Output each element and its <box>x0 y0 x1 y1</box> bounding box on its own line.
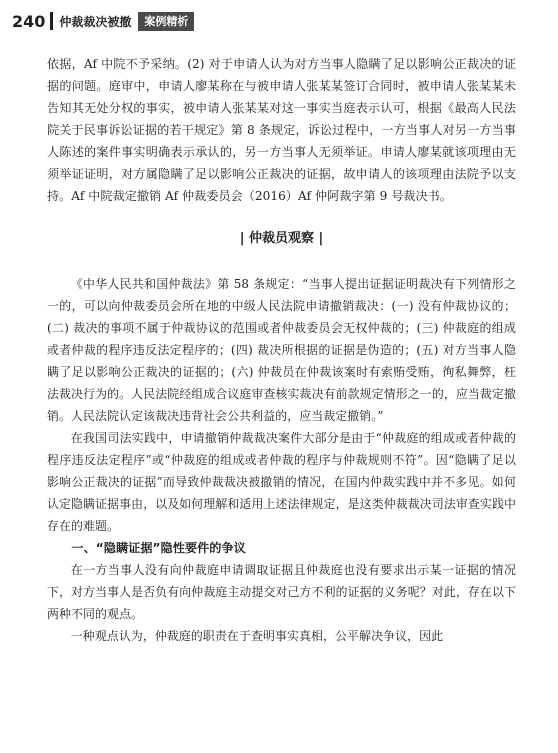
page-body <box>47 53 516 647</box>
page-header <box>12 10 546 32</box>
book-title: 仲裁裁决被撤 <box>59 14 132 29</box>
section-tag: 案例精析 <box>138 12 194 31</box>
paragraph-law-quote: 《中华人民共和国仲裁法》第 58 条规定：“当事人提出证据证明裁决有下列情形之一的，可以向仲裁委员会所在地的中级人民法院申请撤销裁决：(一) 没有仲裁协议的；(二) 裁决的事项不属于仲裁协议的范围或者仲裁委员会无权仲裁的；(三) 仲裁庭的组成或者仲裁的程序违反法定程序的；(四) 裁决所根据的证据是伪造的；(五) 对方当事人隐瞒了足以影响公正裁决的证据的；(六) 仲裁员在仲裁该案时有索贿受贿，徇私舞弊，枉法裁决行为的。人民法院经组成合议庭审查核实裁决有前款规定情形之一的，应当裁定撤销。人民法院认定该裁决违背社会公共利益的，应当裁定撤销。” <box>47 277 516 423</box>
page-number: 240 <box>12 11 46 31</box>
header-divider <box>50 12 53 30</box>
paragraph-question: 在一方当事人没有向仲裁庭申请调取证据且仲裁庭也没有要求出示某一证据的情况下，对方当事人是否负有向仲裁庭主动提交对己方不利的证据的义务呢？对此，存在以下两种不同的观点。 <box>47 563 516 621</box>
paragraph-judicial-practice: 在我国司法实践中，申请撤销仲裁裁决案件大部分是由于“仲裁庭的组成或者仲裁的程序违反法定程序”或“仲裁庭的组成或者仲裁的程序与仲裁规则不符”。因“隐瞒了足以影响公正裁决的证据”而导致仲裁裁决被撤销的情况，在国内仲裁实践中并不多见。如何认定隐瞒证据事由，以及如何理解和适用上述法律规定，是这类仲裁裁决司法审查实践中存在的难题。 <box>47 431 516 533</box>
section-subheading: 一、“隐瞒证据”隐性要件的争议 <box>71 541 246 555</box>
observation-title: | 仲裁员观察 | <box>239 231 324 246</box>
paragraph-first-view: 一种观点认为，仲裁庭的职责在于查明事实真相，公平解决争议，因此 <box>70 629 444 643</box>
paragraph-case-ruling: 依据，Af 中院不予采纳。(2) 对于申请人认为对方当事人隐瞒了足以影响公正裁决的证据的问题。庭审中，申请人廖某称在与被申请人张某某签订合同时，被申请人张某某未告知其无处分权的事实，被申请人张某某对这一事实当庭表示认可，根据《最高人民法院关于民事诉讼证据的若干规定》第 8 条规定，诉讼过程中，一方当事人对另一方当事人陈述的案件事实明确表示承认的，另一方当事人无须举证。申请人廖某就该项理由无须举证证明，对方属隐瞒了足以影响公正裁决的证据，故申请人的该项理由法院予以支持。Af 中院裁定撤销 Af 仲裁委员会（2016）Af 仲阿裁字第 9 号裁决书。 <box>47 57 516 203</box>
